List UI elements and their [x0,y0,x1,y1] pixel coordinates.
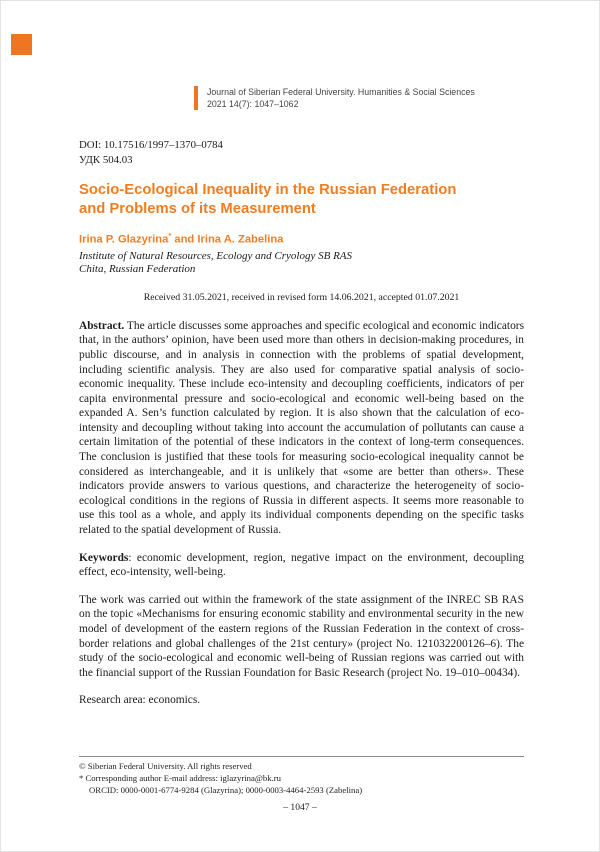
journal-info [207,86,475,110]
abstract-paragraph [79,319,524,538]
orcid-line: ORCID: 0000-0001-6774-9284 (Glazyrina); 0000-0003-4464-2593 (Zabelina) [89,784,363,795]
funding-paragraph: The work was carried out within the framework of the state assignment of the INREC SB RAS on the topic «Mechanisms for ensuring economic stability and environmental security in the new model of development of the eastern regions of the Russian Federation in the context of cross-border relations and global challenges of the 21st century» (project No. 121032200126–6). The study of the socio-ecological and economic well-being of Russian regions was carried out with the financial support of the Russian Foundation for Basic Research (project No. 19–010–00434). [79,593,524,679]
journal-accent-bar [194,86,198,110]
received-dates: Received 31.05.2021, received in revised form 14.06.2021, accepted 01.07.2021 [143,291,460,303]
article-title-line-2: and Problems of its Measurement [79,200,316,217]
article-content [79,139,524,719]
corresponding-author-line: * Corresponding author E-mail address: iglazyrina@bk.ru [79,772,281,783]
abstract-label: Abstract. [79,319,125,332]
affiliation [79,250,524,277]
article-title [79,181,524,218]
page-number: – 1047 – [283,802,317,813]
affiliation-institute: Institute of Natural Resources, Ecology and Cryology SB RAS [79,249,353,262]
journal-name: Journal of Siberian Federal University. Humanities & Social Sciences [207,87,475,97]
journal-header [194,86,475,110]
corner-accent-square [11,34,32,55]
keywords-text: : economic development, region, negative impact on the environment, decoupling effect, eco-intensity, well-being. [79,551,524,579]
keywords-paragraph [79,551,524,580]
udk: УДК 504.03 [79,154,133,166]
article-title-line-1: Socio-Ecological Inequality in the Russian Federation [79,182,457,198]
research-area: Research area: economics. [79,694,201,707]
corresponding-author-asterisk: * [168,231,172,240]
journal-issue: 2021 14(7): 1047–1062 [207,98,299,109]
footnote-rule [79,756,524,757]
keywords-label: Keywords [79,551,129,564]
copyright-line: © Siberian Federal University. All rights reserved [79,761,252,771]
affiliation-city: Chita, Russian Federation [79,263,196,276]
abstract-text: The article discusses some approaches and specific ecological and economic indicators that, in the authors’ opinion, have been used more than others in decision-making procedures, in public discourse, and in analysis in connection with the problems of spatial development, including scientific analysis. They are also used for comparative spatial analysis of socio-economic inequality. These include eco-intensity and decoupling coefficients, indicators of per capita environmental pressure and socio-ecological and economic well-being based on the expanded A. Sen’s function calculated by region. It is also shown that the calculation of eco-intensity and decoupling without taking into account the accumulation of pollutants can cause a certain limitation of the potential of these indicators in the context of long-term consequences. The conclusion is justified that these tools for measuring socio-ecological inequality cannot be considered as interchangeable, and it is unlikely that «some are better than others». These indicators provide answers to various questions, and characterize the heterogeneity of socio-ecological conditions in the regions of Russia in different aspects. It seems more reasonable to use this tool as a whole, and apply its individual components depending on the specific tasks related to the spatial development of Russia. [79,319,524,537]
author-1: Irina P. Glazyrina [79,233,169,246]
author-2: and Irina A. Zabelina [171,233,284,246]
doi: DOI: 10.17516/1997–1370–0784 [79,139,223,151]
authors-line [79,229,524,247]
footnote-block [79,756,524,796]
